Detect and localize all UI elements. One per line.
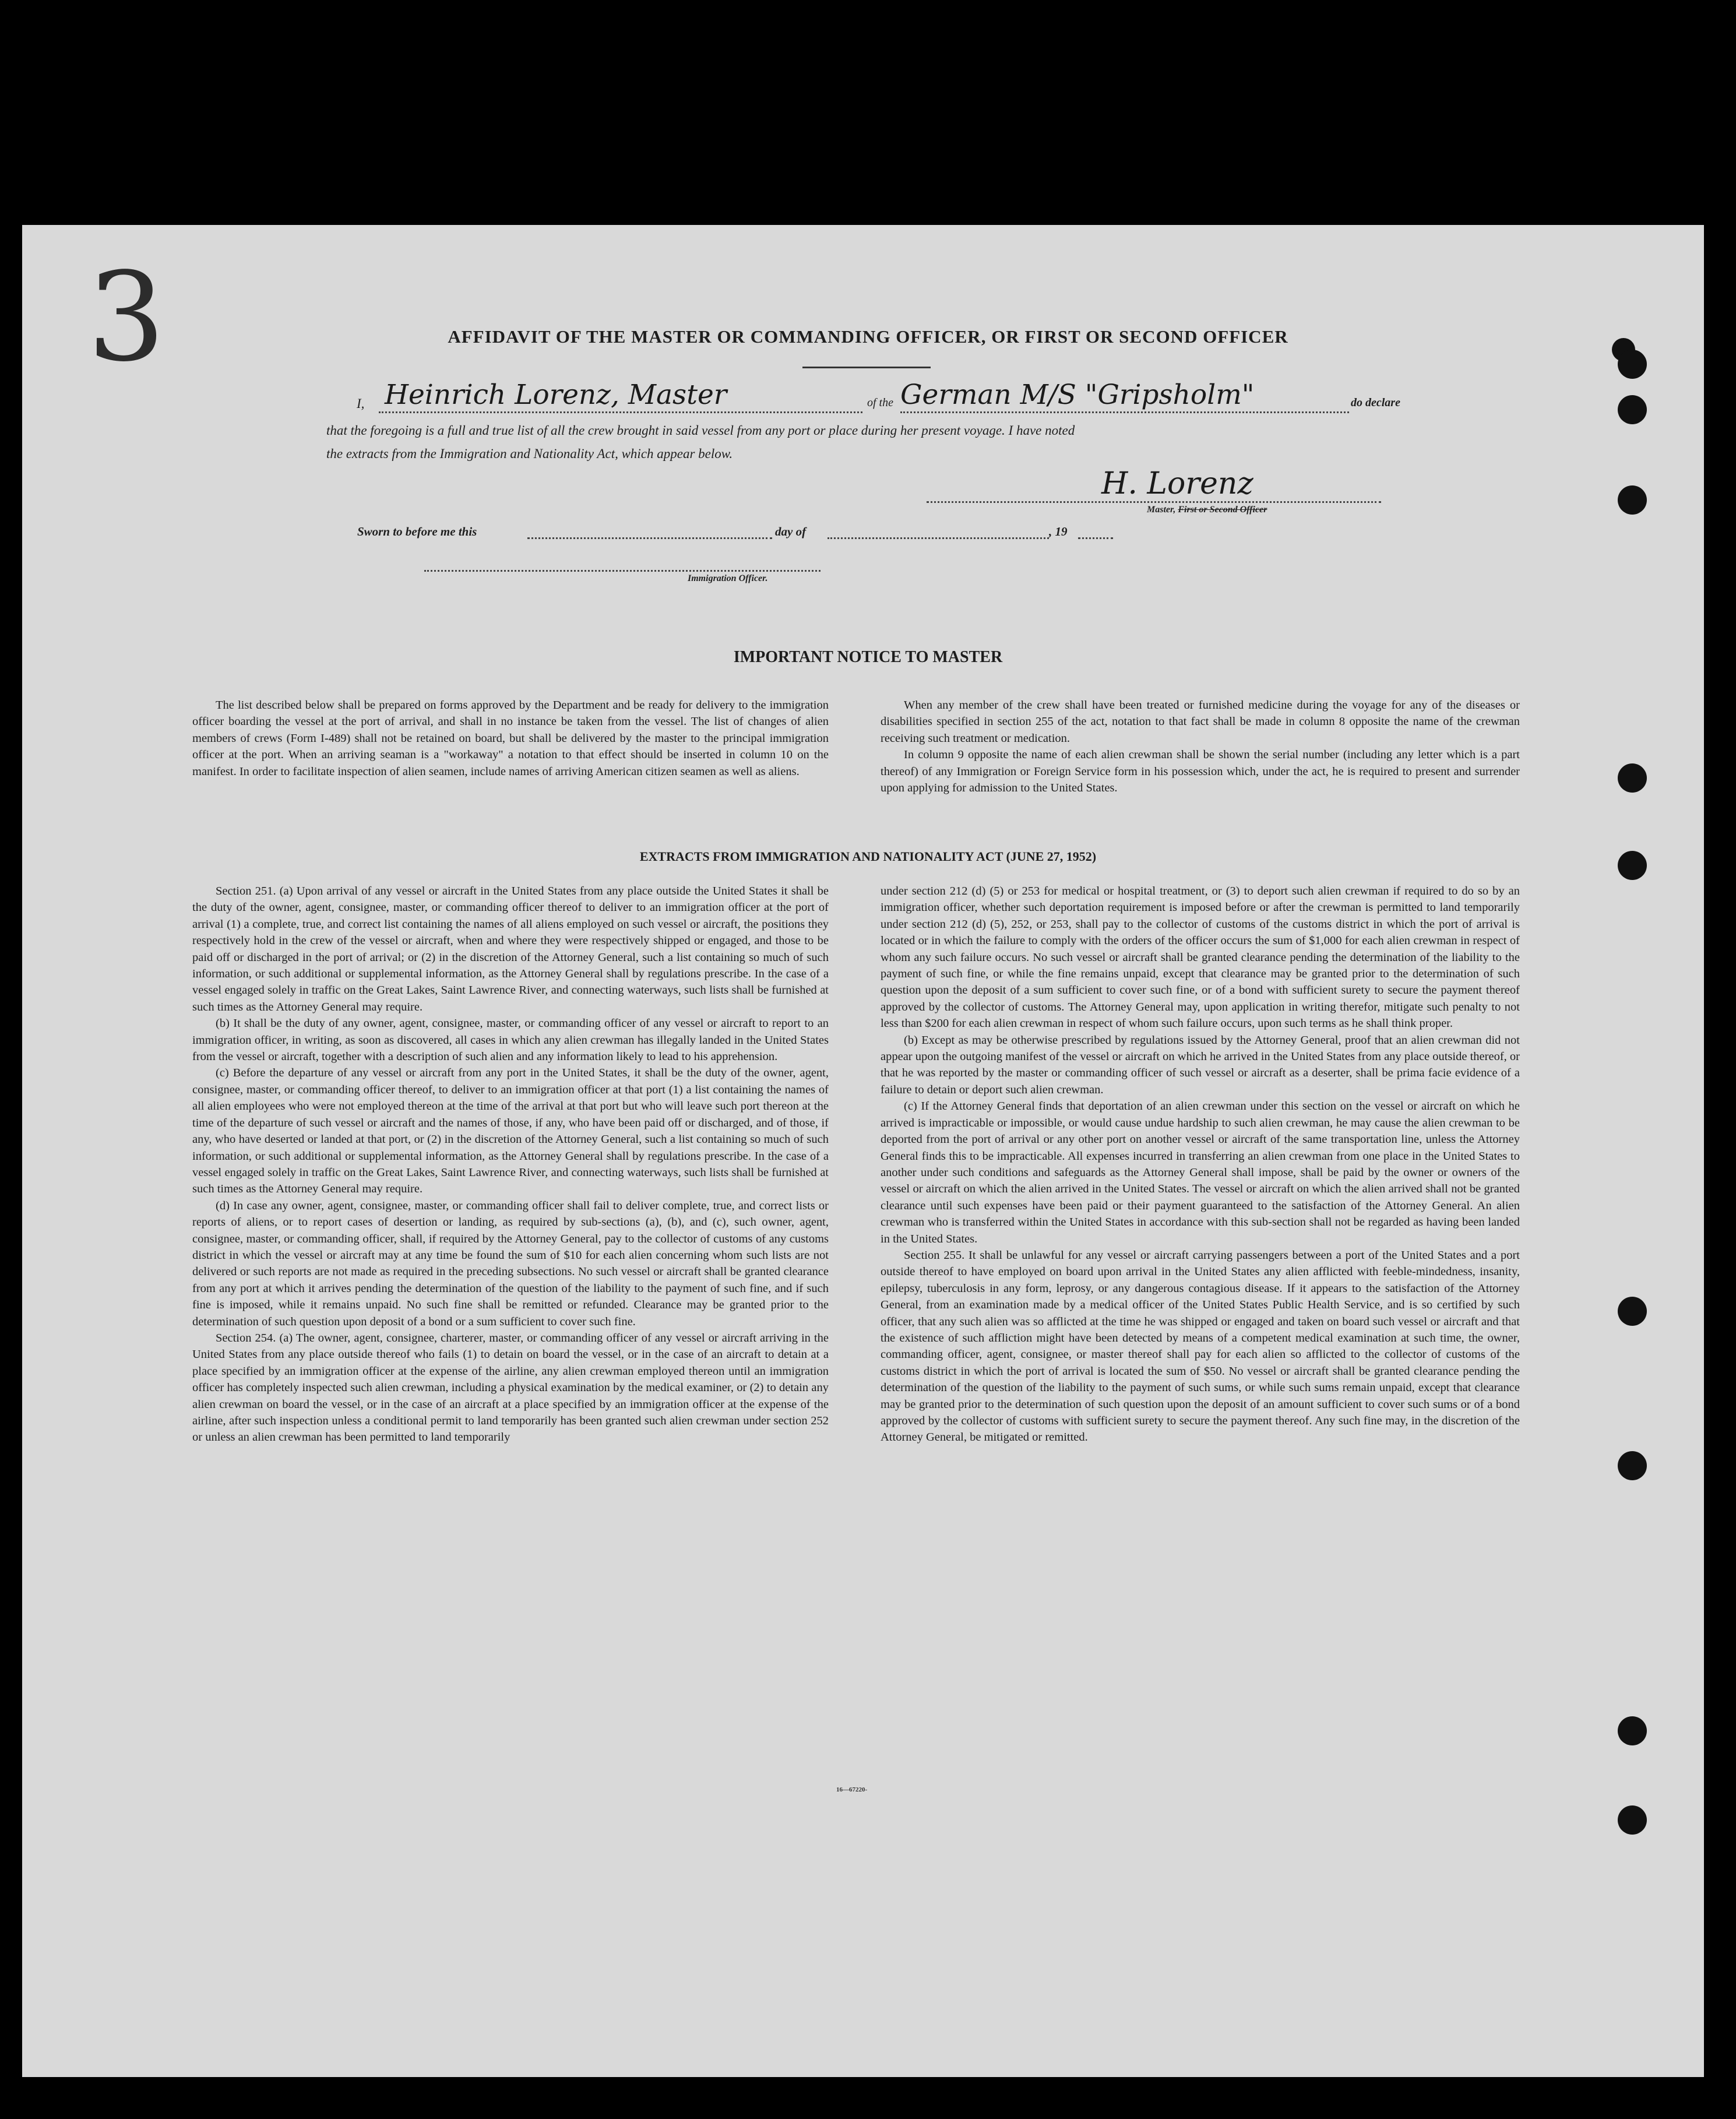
sworn-day-dotted-line — [527, 537, 772, 539]
vessel-dotted-line — [900, 411, 1349, 413]
extracts-left-column — [192, 883, 829, 1446]
of-the-label: of the — [867, 396, 893, 409]
notice-paragraph: In column 9 opposite the name of each alien crewman shall be shown the serial number (including any letter which is a part thereof) of any Immigration or Foreign Service form in his possession which, under the act, he is required to present and surrender upon applying for admission to the United States. — [881, 748, 1520, 795]
extract-paragraph: under section 212 (d) (5) or 253 for medical or hospital treatment, or (3) to deport such alien crewman if required to do so by an immigration officer, whether such deportation requirement is imposed before or after the crewman is permitted to land temporarily under section 212 (d) (5), 252, or 253, shall pay to the collector of customs of the customs district in which the port of arrival is located or in which the failure to comply with the orders of the officer occurs the sum of $1,000 for each alien crewman in respect of whom any such failure occurs. No such vessel or aircraft shall be granted clearance pending the determination of the liability to the payment of such fine, or while the fine remains unpaid, except that clearance may be granted prior to the determination of such question upon the deposit of a sum sufficient to cover such fine, or of a bond with sufficient surety to secure the payment thereof approved by the collector of customs. The Attorney General may, upon application in writing therefor, mitigate such penalty to not less than $200 for each alien crewman in respect of whom such failure occurs, upon such terms as he shall think proper. — [881, 885, 1520, 1030]
i-label: I, — [357, 396, 365, 411]
notice-paragraph: When any member of the crew shall have been treated or furnished medicine during the voyage for any of the diseases or disabilities specified in section 255 of the act, notation to that fact shall be made in column 8 opposite the name of the crewman receiving such treatment or medication. — [881, 699, 1520, 745]
binder-hole — [1618, 395, 1647, 424]
extract-paragraph: (b) Except as may be otherwise prescribed by regulations issued by the Attorney General, proof that an alien crewman did not appear upon the outgoing manifest of the vessel or aircraft on which he arrived in the United States from any place outside thereof, or that he was reported by the master or commanding officer of such vessel or aircraft as a deserter, shall be prima facie evidence of a failure to detain or deport such alien crewman. — [881, 1033, 1520, 1096]
month-dotted-line — [827, 537, 1049, 539]
binder-hole — [1618, 350, 1647, 379]
binder-hole — [1618, 1451, 1647, 1480]
affidavit-title: AFFIDAVIT OF THE MASTER OR COMMANDING OFFICER, OR FIRST OR SECOND OFFICER — [448, 326, 1288, 347]
declaration-line-3: the extracts from the Immigration and Nationality Act, which appear below. — [326, 446, 733, 461]
extract-paragraph: (d) In case any owner, agent, consignee, master, or commanding officer shall fail to deliver complete, true, and correct lists or reports of aliens, or to report cases of desertion or landing, as required by sub-sections (a), (b), and (c), such owner, agent, consignee, master, or commanding officer, shall, if required by the Attorney General, pay to the collector of customs of any customs district in which the vessel or aircraft may at any time be found the sum of $10 for each alien concerning whom such lists are not delivered or such reports are not made as required in the preceding subsections. No such vessel or aircraft shall be granted clearance from any port at which it arrives pending the determination of the question of the liability to the payment of such fine, and if such fine is imposed, while it remains unpaid. No such fine shall be remitted or refunded. Clearance may be granted prior to the determination of such question upon deposit of a bond or a sum sufficient to cover such fine. — [192, 1199, 829, 1328]
extract-paragraph: (b) It shall be the duty of any owner, agent, consignee, master, or commanding officer of any vessel or aircraft to report to an immigration officer, in writing, as soon as discovered, all cases in which any alien crewman has illegally landed in the United States from the vessel or aircraft, together with a description of such alien and any information likely to lead to his apprehension. — [192, 1017, 829, 1064]
vessel-name-handwritten: German M/S "Gripsholm" — [900, 379, 1255, 411]
notice-left-column — [192, 697, 829, 780]
signature-dotted-line — [927, 501, 1381, 503]
year-dotted-line — [1078, 537, 1113, 539]
signer-title-master: Master, — [1147, 505, 1176, 515]
signer-title — [1147, 505, 1267, 515]
title-rule — [802, 367, 931, 368]
binder-hole — [1618, 1297, 1647, 1326]
form-code: 16—67220- — [836, 1786, 868, 1793]
extract-paragraph: Section 255. It shall be unlawful for any vessel or aircraft carrying passengers between a port of the United States and a port outside thereof to have employed on board upon arrival in the United States any alien afflicted with feeble-mindedness, insanity, epilepsy, tuberculosis in any form, leprosy, or any dangerous contagious disease. If it appears to the satisfaction of the Attorney General, from an examination made by a medical officer of the United States Public Health Service, and is so certified by such officer, that any such alien was so afflicted at the time he was shipped or engaged and taken on board such vessel or aircraft and that the existence of such affliction might have been detected by means of a competent medical examination at such time, the owner, commanding officer, agent, consignee, or master thereof shall pay for each alien so afflicted to the collector of customs of the customs district in which the port of arrival is located the sum of $50. No vessel or aircraft shall be granted clearance pending the determination of the question of the liability to the payment of such sums, or while such sums remain unpaid, except that clearance may be granted prior to the determination of such question upon the deposit of an amount sufficient to cover such sums or of a bond approved by the collector of customs with sufficient surety to secure the payment thereof. Any such fine may, in the discretion of the Attorney General, be mitigated or remitted. — [881, 1248, 1520, 1444]
binder-hole — [1618, 1805, 1647, 1835]
extract-paragraph: Section 251. (a) Upon arrival of any vessel or aircraft in the United States from any place outside the United States it shall be the duty of the owner, agent, consignee, master, or commanding officer thereof to deliver to an immigration officer at the port of arrival (1) a complete, true, and correct list containing the names of all aliens employed on such vessel or aircraft, the positions they respectively hold in the crew of the vessel or aircraft, when and where they were respectively shipped or engaged, and those to be paid off or discharged in the port of arrival; or (2) in the discretion of the Attorney General, such a list containing so much of such information, or such additional or supplemental information, as the Attorney General shall by regulations prescribe. In the case of a vessel engaged solely in traffic on the Great Lakes, Saint Lawrence River, and connecting waterways, such lists shall be furnished at such times as the Attorney General may require. — [192, 885, 829, 1013]
do-declare-label: do declare — [1351, 396, 1400, 409]
extracts-right-column — [881, 883, 1520, 1446]
master-signature: H. Lorenz — [1101, 466, 1253, 501]
binder-hole — [1618, 763, 1647, 793]
day-of-label: day of — [775, 525, 807, 538]
extracts-title: EXTRACTS FROM IMMIGRATION AND NATIONALITY ACT (JUNE 27, 1952) — [639, 849, 1097, 864]
signer-title-struck: First or Second Officer — [1178, 505, 1267, 515]
notice-right-column — [881, 697, 1520, 796]
notice-paragraph: The list described below shall be prepared on forms approved by the Department and be ready for delivery to the immigration officer boarding the vessel at the port of arrival, and shall in no instance be taken from the vessel. The list of changes of alien members of crews (Form I-489) shall not be retained on board, but shall be delivered by the master to the principal immigration officer at the port. When an arriving seaman is a "workaway" a notation to that effect should be inserted in column 10 on the manifest. In order to facilitate inspection of alien seamen, include names of arriving American citizen seamen as well as aliens. — [192, 699, 829, 778]
notice-title: IMPORTANT NOTICE TO MASTER — [733, 648, 1003, 666]
sworn-label: Sworn to before me this — [357, 525, 477, 538]
immigration-officer-label: Immigration Officer. — [688, 573, 768, 583]
year-label: , 19 — [1049, 525, 1068, 538]
binder-hole — [1618, 1716, 1647, 1745]
extract-paragraph: (c) If the Attorney General finds that deportation of an alien crewman under this section on the vessel or aircraft on which he arrived is impracticable or impossible, or would cause undue hardship to such alien crewman, he may cause the alien crewman to be deported from the port of arrival or any other port on another vessel or aircraft of the same transportation line, unless the Attorney General finds this to be impracticable. All expenses incurred in transferring an alien crewman from one place in the United States to another under such conditions and safeguards as the Attorney General shall impose, shall be paid by the owner or owners of the vessel or aircraft on which the alien arrived in the United States. The vessel or aircraft on which the alien arrived shall not be granted clearance until such expenses have been paid or their payment guaranteed to the satisfaction of the Attorney General. An alien crewman who is transferred within the United States in accordance with this sub-section shall not be regarded as having been landed in the United States. — [881, 1100, 1520, 1245]
page-number: 3 — [87, 246, 165, 389]
name-dotted-line — [379, 411, 862, 413]
extract-paragraph: (c) Before the departure of any vessel or aircraft from any port in the United States, it shall be the duty of the owner, agent, consignee, master, or commanding officer thereof, to deliver to an immigration officer at that port (1) a list containing the names of all alien employees who were not employed thereon at the time of the arrival at that port but who will leave such port thereon at the time of the departure of such vessel or aircraft and the names of those, if any, who have been paid off or discharged, and of those, if any, who have deserted or landed at that port, or (2) in the discretion of the Attorney General, such a list containing so much of such information, or such additional or supplemental information, as the Attorney General shall by regulations prescribe. In the case of a vessel engaged solely in traffic on the Great Lakes, Saint Lawrence River, and connecting waterways, such lists shall be furnished at such times as the Attorney General may require. — [192, 1066, 829, 1196]
declaration-line-2: that the foregoing is a full and true list of all the crew brought in said vessel from any port or place during her present voyage. I have noted — [326, 423, 1075, 438]
master-name-handwritten: Heinrich Lorenz, Master — [385, 379, 727, 411]
binder-hole — [1618, 485, 1647, 515]
extract-paragraph: Section 254. (a) The owner, agent, consignee, charterer, master, or commanding officer of any vessel or aircraft arriving in the United States from any place outside thereof who fails (1) to detain on board the vessel, or in the case of an aircraft to detain at a place specified by an immigration officer at the expense of the airline, any alien crewman employed thereon until an immigration officer has completely inspected such alien crewman, including a physical examination by the medical examiner, or (2) to detain any alien crewman on board the vessel, or in the case of an aircraft at a place specified by an immigration officer at the expense of the airline, after such inspection unless a conditional permit to land temporarily has been granted such alien crewman under section 252 or unless an alien crewman has been permitted to land temporarily — [192, 1331, 829, 1444]
officer-dotted-line — [424, 570, 821, 572]
